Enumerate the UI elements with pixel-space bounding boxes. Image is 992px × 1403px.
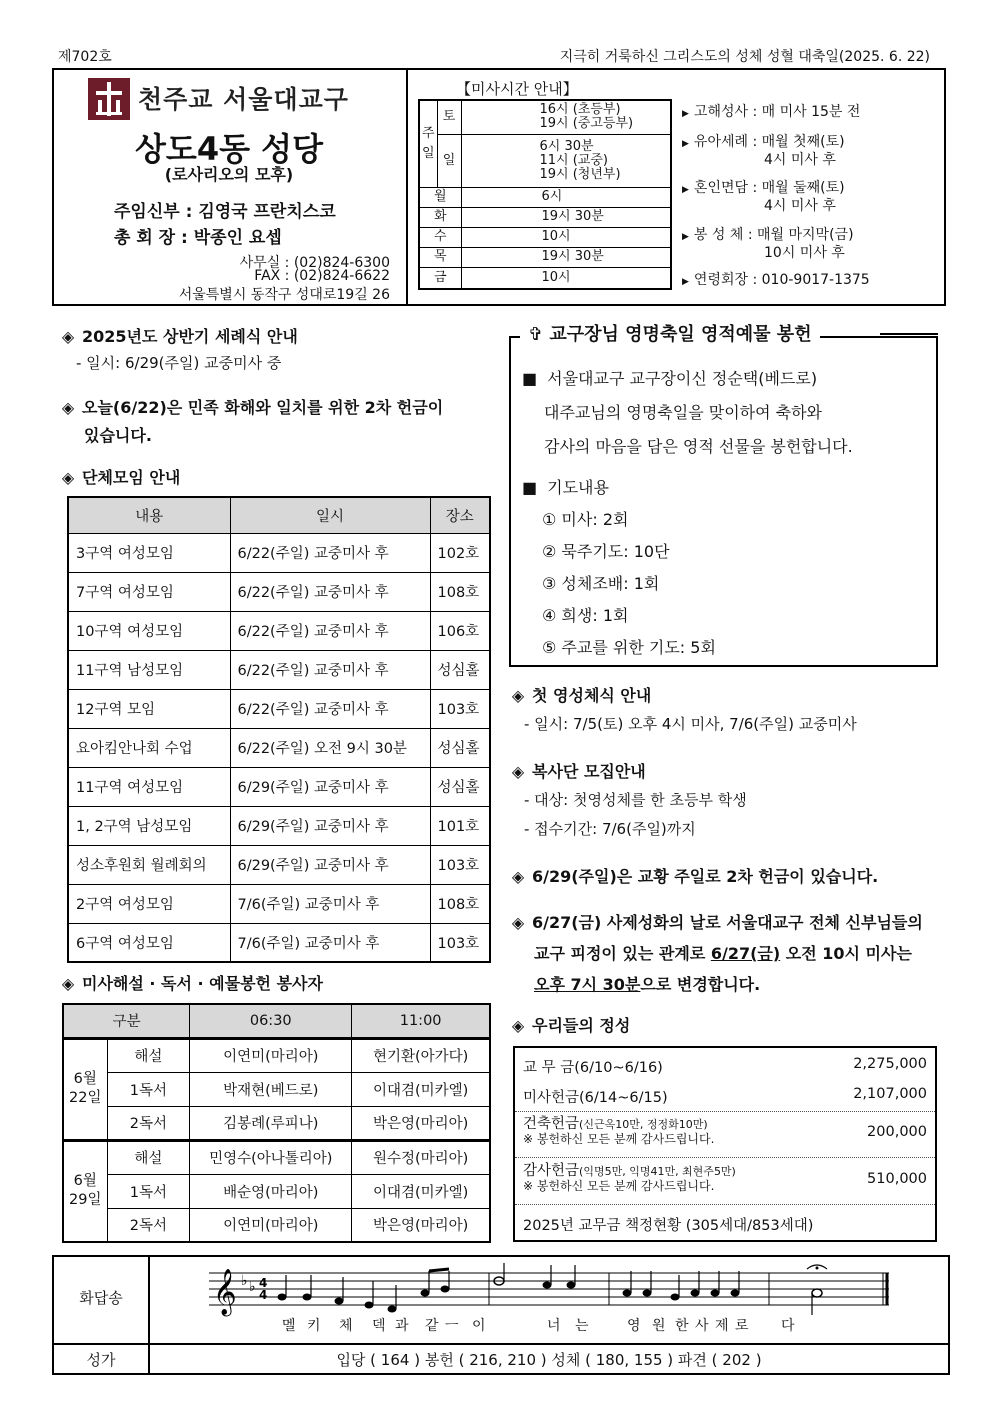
group-content: 6구역 여성모임 [68, 923, 230, 962]
group-time: 6/29(주일) 교중미사 후 [230, 806, 430, 845]
office-address: 서울특별시 동작구 성대로19길 26 [178, 287, 390, 303]
table-row [68, 689, 490, 728]
offering-building: 건축헌금(신근옥10만, 정정화10만) ※ 봉헌하신 모든 분께 감사드립니다. 200,000 [523, 1116, 927, 1146]
group-content: 3구역 여성모임 [68, 533, 230, 572]
group-time: 7/6(주일) 교중미사 후 [230, 923, 430, 962]
info-funeral-contact: ▶ 연령회장 : 010-9017-1375 [682, 272, 870, 288]
lyric-syllable: 다 [781, 1318, 795, 1334]
group-place: 108호 [430, 884, 490, 923]
priest-day-notice: ◈ 6/27(금) 사제성화의 날로 서울대교구 전체 신부님들의 [511, 913, 923, 932]
table-row [63, 1106, 490, 1140]
lyric-syllable: 는 [575, 1318, 589, 1334]
group-time: 6/22(주일) 교중미사 후 [230, 533, 430, 572]
office-fax: FAX : (02)824-6622 [254, 268, 390, 284]
lyric-syllable: 영 [627, 1318, 641, 1334]
svg-text:4: 4 [259, 1288, 268, 1302]
svg-text:𝄞: 𝄞 [213, 1269, 237, 1315]
lyric-syllable: ㅡ [445, 1318, 459, 1334]
svg-text:♭: ♭ [249, 1279, 256, 1295]
group-place: 103호 [430, 689, 490, 728]
psalm-music-staff [209, 1263, 899, 1317]
group-content: 2구역 여성모임 [68, 884, 230, 923]
feast-title: 지극히 거룩하신 그리스도의 성체 성혈 대축일(2025. 6. 22) [559, 49, 930, 65]
volunteer-role: 해설 [107, 1038, 190, 1072]
group-time: 6/22(주일) 교중미사 후 [230, 572, 430, 611]
table-row [63, 1174, 490, 1208]
volunteer-role: 1독서 [107, 1174, 190, 1208]
table-row [68, 884, 490, 923]
collection-notice-2: 있습니다. [84, 426, 152, 445]
info-infant-baptism: ▶ 유아세례 : 매월 첫째(토) 4시 미사 후 [682, 134, 845, 168]
tithe-status: 2025년 교무금 책정현황 (305세대/853세대) [523, 1218, 814, 1234]
diocese-logo-icon [88, 78, 130, 120]
volunteer-role: 2독서 [107, 1106, 190, 1140]
lyric-syllable: 과 [395, 1318, 409, 1334]
group-content: 7구역 여성모임 [68, 572, 230, 611]
altar-servers-title: ◈ 복사단 모집안내 [511, 762, 646, 781]
diamond-icon: ◈ [511, 913, 525, 932]
table-row [68, 728, 490, 767]
table-row [63, 1140, 490, 1174]
lyric-syllable: 체 [339, 1318, 353, 1334]
diamond-icon: ◈ [61, 468, 75, 487]
hymn-label: 성가 [86, 1351, 116, 1369]
issue-number: 제702호 [58, 49, 112, 65]
diamond-icon: ◈ [511, 686, 525, 705]
volunteer-role: 2독서 [107, 1208, 190, 1242]
volunteer-0630: 김봉례(루피나) [190, 1106, 352, 1140]
group-place: 108호 [430, 572, 490, 611]
header-divider [406, 68, 408, 306]
diocese-name: 천주교 서울대교구 [138, 85, 349, 114]
diamond-icon: ◈ [511, 1016, 525, 1035]
psalm-label: 화답송 [79, 1289, 123, 1307]
offering-thanks: 감사헌금(익명5만, 익명41만, 최현주5만) ※ 봉헌하신 모든 분께 감사드립니다. 510,000 [523, 1163, 927, 1193]
group-place: 성심홀 [430, 650, 490, 689]
first-communion-detail: - 일시: 7/5(토) 오후 4시 미사, 7/6(주일) 교중미사 [524, 715, 857, 733]
diamond-icon: ◈ [511, 867, 525, 886]
table-row [68, 923, 490, 962]
bottom-box [52, 1255, 950, 1375]
svg-text:♭: ♭ [241, 1273, 248, 1289]
info-communion-sick: ▶ 봉 성 체 : 매월 마지막(금) 10시 미사 후 [682, 227, 854, 261]
group-content: 1, 2구역 남성모임 [68, 806, 230, 845]
president: 총 회 장 : 박종인 요셉 [114, 228, 282, 248]
bishop-feast-title: ✞ 교구장님 영명축일 영적예물 봉헌 [520, 320, 820, 346]
diamond-icon: ◈ [61, 327, 75, 346]
lyric-syllable: 로 [735, 1318, 749, 1334]
church-name: 상도4동 성당 [135, 130, 323, 168]
volunteer-0630: 이연미(마리아) [190, 1208, 352, 1242]
mass-times-table: 주일 토 16시 (초등부) 19시 (중고등부) 일 6시 30분 11시 (교중) 19시 (청년부) 월 6시 화 19시 30분 수 10시 목 19시 30분 금 10시 [418, 99, 672, 290]
volunteer-0630: 이연미(마리아) [190, 1038, 352, 1072]
table-row [63, 1072, 490, 1106]
table-row [68, 845, 490, 884]
baptism-detail: - 일시: 6/29(주일) 교중미사 중 [76, 354, 282, 372]
diamond-icon: ◈ [61, 398, 75, 417]
diamond-icon: ◈ [511, 762, 525, 781]
mass-times-title: 【미사시간 안내】 [456, 80, 578, 98]
group-place: 성심홀 [430, 767, 490, 806]
volunteer-1100: 이대겸(미카엘) [352, 1174, 490, 1208]
table-row [68, 611, 490, 650]
group-place: 102호 [430, 533, 490, 572]
info-confession: ▶ 고해성사 : 매 미사 15분 전 [682, 104, 861, 120]
volunteers-title: ◈ 미사해설 · 독서 · 예물봉헌 봉사자 [61, 974, 323, 993]
volunteer-1100: 원수정(마리아) [352, 1140, 490, 1174]
lyric-syllable: 멜 [282, 1318, 296, 1334]
volunteer-date: 6월 29일 [63, 1140, 107, 1242]
volunteer-0630: 민영수(아나톨리아) [190, 1140, 352, 1174]
lyric-syllable: 이 [472, 1318, 486, 1334]
table-row [68, 767, 490, 806]
priest-day-notice-3: 오후 7시 30분으로 변경합니다. [534, 975, 761, 994]
lyric-syllable: 키 [307, 1318, 321, 1334]
offering-mass: 미사헌금(6/14~6/15) 2,107,000 [523, 1086, 927, 1106]
table-row [68, 572, 490, 611]
offerings-title: ◈ 우리들의 정성 [511, 1016, 631, 1035]
offering-tithe: 교 무 금(6/10~6/16) 2,275,000 [523, 1056, 927, 1076]
table-row [68, 806, 490, 845]
group-place: 103호 [430, 845, 490, 884]
group-place: 101호 [430, 806, 490, 845]
groups-table: 내용 일시 장소 3구역 여성모임 6/22(주일) 교중미사 후 102호 7구역 여성모임 6/22(주일) 교중미사 후 108호 10구역 여성모임 6/22(주일) 교중미사 후 106호 11구역 남성모임 6/22(주일) 교중미사 후 성심홀 12구역 모임 6/22(주일) 교중미사 후 103호 요아킴안나회 수업 6/22(주일) 오전 9시 30분 성심홀 11구역 여성모임 6/29(주일) 교중미사 후 성심홀 1, 2구역 남성모임 6/29(주일) 교중미사 후 101호 성소후원회 월례회의 6/29(주일) 교중미사 후 103호 2구역 여성모임 7/6(주일) 교중미사 후 108호 6구역 여성모임 7/6(주일) 교중미사 후 103호 [67, 496, 491, 963]
table-row [63, 1208, 490, 1242]
volunteer-1100: 이대겸(미카엘) [352, 1072, 490, 1106]
group-time: 6/22(주일) 오전 9시 30분 [230, 728, 430, 767]
office-phone: 사무실 : (02)824-6300 [239, 255, 390, 271]
pastor: 주임신부 : 김영국 프란치스코 [114, 202, 336, 222]
lyric-syllable: 같 [425, 1318, 439, 1334]
volunteer-date: 6월 22일 [63, 1038, 107, 1140]
group-content: 12구역 모임 [68, 689, 230, 728]
pope-sunday-notice: ◈ 6/29(주일)은 교황 주일로 2차 헌금이 있습니다. [511, 867, 879, 886]
group-content: 11구역 남성모임 [68, 650, 230, 689]
lyric-syllable: 원 [652, 1318, 666, 1334]
baptism-title: ◈ 2025년도 상반기 세례식 안내 [61, 327, 298, 346]
lyric-syllable: 제 [715, 1318, 729, 1334]
group-time: 6/29(주일) 교중미사 후 [230, 845, 430, 884]
table-row [68, 533, 490, 572]
group-place: 106호 [430, 611, 490, 650]
diamond-icon: ◈ [61, 974, 75, 993]
volunteer-0630: 박재현(베드로) [190, 1072, 352, 1106]
hymn-numbers: 입당 ( 164 ) 봉헌 ( 216, 210 ) 성체 ( 180, 155 ) 파견 ( 202 ) [336, 1351, 762, 1369]
volunteer-role: 1독서 [107, 1072, 190, 1106]
volunteer-0630: 배순영(마리아) [190, 1174, 352, 1208]
volunteer-1100: 박은영(마리아) [352, 1106, 490, 1140]
volunteer-1100: 박은영(마리아) [352, 1208, 490, 1242]
priest-day-notice-2: 교구 피정이 있는 관계로 6/27(금) 오전 10시 미사는 [534, 944, 912, 963]
collection-notice: ◈ 오늘(6/22)은 민족 화해와 일치를 위한 2차 헌금이 [61, 398, 444, 417]
offerings-box [513, 1046, 937, 1242]
groups-title: ◈ 단체모임 안내 [61, 468, 181, 487]
altar-servers-target: - 대상: 첫영성체를 한 초등부 학생 [524, 791, 747, 809]
group-time: 6/29(주일) 교중미사 후 [230, 767, 430, 806]
group-place: 103호 [430, 923, 490, 962]
group-place: 성심홀 [430, 728, 490, 767]
group-content: 11구역 여성모임 [68, 767, 230, 806]
altar-servers-period: - 접수기간: 7/6(주일)까지 [524, 820, 696, 838]
sunday-label: 주일 [419, 100, 437, 187]
lyric-syllable: 너 [547, 1318, 561, 1334]
lyric-syllable: 한 [675, 1318, 689, 1334]
bishop-feast-text: ■ 서울대교구 교구장이신 정순택(베드로) 대주교님의 영명축일을 맞이하여 축하와 감사의 마음을 담은 영적 선물을 봉헌합니다. [522, 369, 853, 456]
group-time: 6/22(주일) 교중미사 후 [230, 650, 430, 689]
group-content: 10구역 여성모임 [68, 611, 230, 650]
prayer-list: ■ 기도내용 ① 미사: 2회 ② 묵주기도: 10단 ③ 성체조배: 1회 ④ 희생: 1회 ⑤ 주교를 위한 기도: 5회 [522, 478, 716, 657]
svg-text:4: 4 [259, 1276, 268, 1290]
church-subtitle: (로사리오의 모후) [164, 165, 294, 184]
lyric-syllable: 사 [695, 1318, 709, 1334]
group-content: 요아킴안나회 수업 [68, 728, 230, 767]
group-content: 성소후원회 월례회의 [68, 845, 230, 884]
lyric-syllable: 덱 [372, 1318, 386, 1334]
group-time: 7/6(주일) 교중미사 후 [230, 884, 430, 923]
volunteer-role: 해설 [107, 1140, 190, 1174]
first-communion-title: ◈ 첫 영성체식 안내 [511, 686, 652, 705]
table-row [63, 1038, 490, 1072]
table-row [68, 650, 490, 689]
volunteer-1100: 현기환(아가다) [352, 1038, 490, 1072]
volunteers-table: 구분 06:30 11:00 6월 22일 해설 이연미(마리아) 현기환(아가다) 1독서 박재현(베드로) 이대겸(미카엘) 2독서 김봉례(루피나) 박은영(마리아) 6월 29일 해설 민영수(아나톨리아) 원수정(마리아) 1독서 배순영(마리아) 이대겸(미카엘) 2독서 이연미(마리아) 박은영(마리아) [62, 1003, 491, 1243]
group-time: 6/22(주일) 교중미사 후 [230, 689, 430, 728]
info-marriage: ▶ 혼인면담 : 매월 둘째(토) 4시 미사 후 [682, 180, 845, 214]
group-time: 6/22(주일) 교중미사 후 [230, 611, 430, 650]
